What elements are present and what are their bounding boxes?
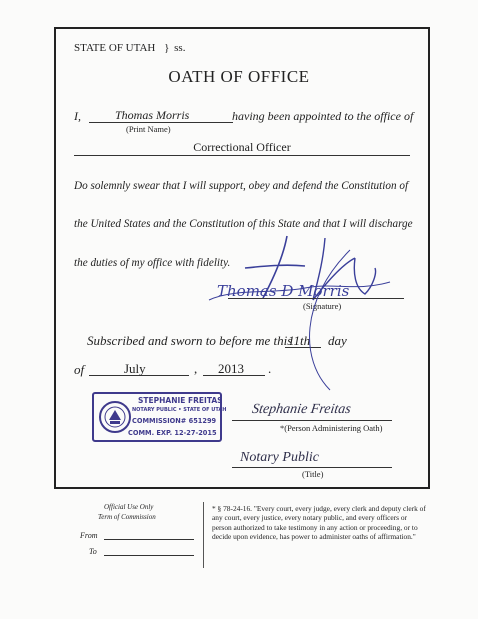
- pen-stroke: [260, 240, 380, 400]
- to-line: [104, 555, 194, 556]
- official-use-heading: Official Use Only: [104, 503, 154, 511]
- statute-footnote: * § 78-24-16. "Every court, every judge, every clerk and deputy clerk of any court, every justice, every notary public, and every officers or person authorized to take testimony in any action or proceeding, or to decide upon evidence, has power to administer oaths of affirmation.": [212, 504, 426, 541]
- signature-scribble: Thomas D Morris: [217, 282, 350, 300]
- subscribed-year-value: 2013: [218, 361, 244, 376]
- notary-stamp: [92, 392, 227, 442]
- oath-line-1: Do solemnly swear that I will support, obey and defend the Constitution of: [74, 180, 409, 192]
- subscribed-lead: Subscribed and sworn to before me this: [87, 333, 293, 348]
- signature-caption: (Signature): [303, 301, 342, 311]
- state-label: STATE OF UTAH: [74, 42, 156, 54]
- oath-line-2: the United States and the Constitution of this State and that I will discharge: [74, 218, 413, 230]
- stamp-name: STEPHANIE FREITAS: [138, 396, 223, 405]
- subscribed-day-value: 11th: [288, 333, 311, 348]
- appointment-suffix: having been appointed to the office of: [232, 109, 414, 123]
- from-label: From: [80, 531, 98, 540]
- subscribed-month-value: July: [124, 361, 146, 376]
- state-header: [74, 42, 185, 54]
- ss-label: ss.: [174, 42, 186, 54]
- title-caption: (Title): [302, 469, 324, 479]
- office-line: [74, 155, 410, 156]
- title-line: [232, 467, 392, 468]
- brace-symbol: }: [164, 42, 170, 54]
- subscribed-of: of: [74, 362, 85, 377]
- administrator-line: [232, 420, 392, 421]
- from-line: [104, 539, 194, 540]
- to-label: To: [89, 547, 97, 556]
- lower-divider: [203, 502, 204, 568]
- term-heading: Term of Commission: [98, 513, 156, 521]
- page-title: OATH OF OFFICE: [168, 67, 310, 86]
- office-value: Correctional Officer: [193, 140, 291, 154]
- print-name-caption: (Print Name): [126, 124, 171, 134]
- subscribed-period: .: [268, 361, 272, 376]
- subscribed-comma: ,: [194, 361, 198, 376]
- subscribed-day-word: day: [328, 333, 347, 348]
- pronoun-i: I,: [74, 109, 81, 123]
- oath-line-3: the duties of my office with fidelity.: [74, 257, 231, 269]
- state-seal-icon: [98, 400, 132, 434]
- stamp-commission: COMMISSION# 651299: [132, 417, 217, 425]
- administrator-signature: Stephanie Freitas: [251, 402, 352, 417]
- stamp-title: NOTARY PUBLIC • STATE OF UTAH: [132, 407, 227, 413]
- print-name-value: Thomas Morris: [115, 108, 190, 122]
- administrator-caption: *(Person Administering Oath): [280, 423, 383, 433]
- stamp-expiry: COMM. EXP. 12-27-2015: [128, 429, 217, 437]
- title-value: Notary Public: [240, 450, 319, 465]
